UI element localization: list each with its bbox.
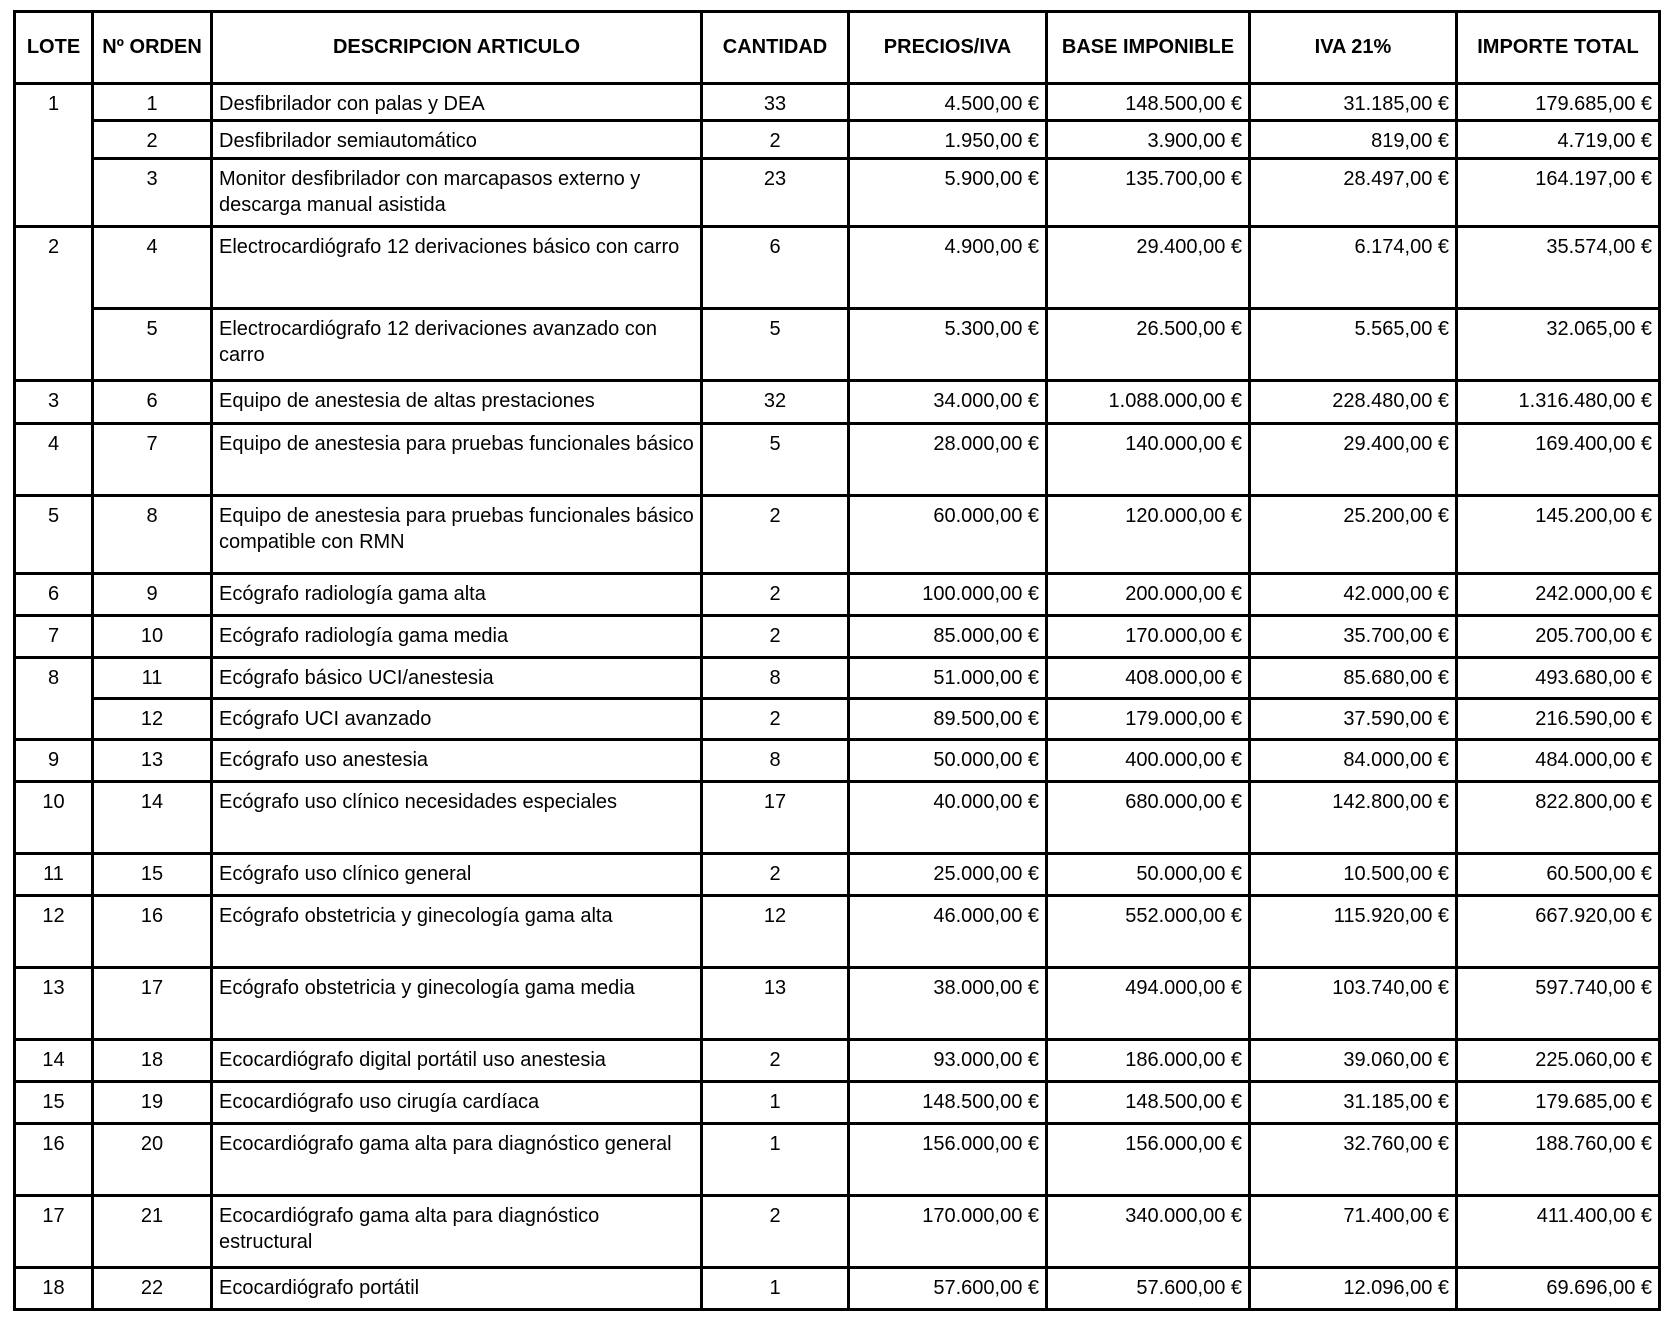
header-row: [15, 12, 1660, 84]
orden-cell: 10: [93, 616, 212, 658]
table-row: [15, 1082, 1660, 1124]
orden-cell: 12: [93, 699, 212, 740]
iva-21-cell: 32.760,00 €: [1250, 1124, 1457, 1196]
base-imponible-cell: 408.000,00 €: [1047, 658, 1250, 699]
lote-cell: 15: [15, 1082, 93, 1124]
base-imponible-cell: 148.500,00 €: [1047, 1082, 1250, 1124]
descripcion-cell: Ecógrafo obstetricia y ginecología gama media: [212, 968, 702, 1040]
cantidad-cell: 2: [702, 1196, 849, 1268]
orden-cell: 3: [93, 159, 212, 227]
equipment-lots-table: [13, 10, 1661, 1311]
base-imponible-cell: 135.700,00 €: [1047, 159, 1250, 227]
iva-21-cell: 35.700,00 €: [1250, 616, 1457, 658]
cantidad-cell: 17: [702, 782, 849, 854]
orden-cell: 1: [93, 84, 212, 121]
iva-21-cell: 115.920,00 €: [1250, 896, 1457, 968]
precio-iva-cell: 38.000,00 €: [849, 968, 1047, 1040]
lote-cell: 16: [15, 1124, 93, 1196]
orden-cell: 17: [93, 968, 212, 1040]
table-row: [15, 968, 1660, 1040]
col-header-orden: Nº ORDEN: [93, 12, 212, 84]
precio-iva-cell: 5.300,00 €: [849, 309, 1047, 381]
importe-total-cell: 242.000,00 €: [1457, 574, 1660, 616]
orden-cell: 11: [93, 658, 212, 699]
iva-21-cell: 25.200,00 €: [1250, 496, 1457, 574]
base-imponible-cell: 148.500,00 €: [1047, 84, 1250, 121]
cantidad-cell: 1: [702, 1082, 849, 1124]
base-imponible-cell: 29.400,00 €: [1047, 227, 1250, 309]
cantidad-cell: 13: [702, 968, 849, 1040]
table-row: [15, 1124, 1660, 1196]
precio-iva-cell: 4.500,00 €: [849, 84, 1047, 121]
base-imponible-cell: 179.000,00 €: [1047, 699, 1250, 740]
descripcion-cell: Equipo de anestesia de altas prestaciones: [212, 381, 702, 424]
importe-total-cell: 32.065,00 €: [1457, 309, 1660, 381]
lote-cell: 11: [15, 854, 93, 896]
iva-21-cell: 85.680,00 €: [1250, 658, 1457, 699]
col-header-cantidad: CANTIDAD: [702, 12, 849, 84]
descripcion-cell: Electrocardiógrafo 12 derivaciones básico con carro: [212, 227, 702, 309]
descripcion-cell: Desfibrilador semiautomático: [212, 121, 702, 159]
lote-cell: 5: [15, 496, 93, 574]
table-row: [15, 740, 1660, 782]
orden-cell: 13: [93, 740, 212, 782]
iva-21-cell: 12.096,00 €: [1250, 1268, 1457, 1310]
base-imponible-cell: 170.000,00 €: [1047, 616, 1250, 658]
descripcion-cell: Equipo de anestesia para pruebas funcionales básico compatible con RMN: [212, 496, 702, 574]
descripcion-cell: Ecógrafo obstetricia y ginecología gama alta: [212, 896, 702, 968]
cantidad-cell: 12: [702, 896, 849, 968]
orden-cell: 5: [93, 309, 212, 381]
importe-total-cell: 145.200,00 €: [1457, 496, 1660, 574]
orden-cell: 2: [93, 121, 212, 159]
base-imponible-cell: 186.000,00 €: [1047, 1040, 1250, 1082]
table-row: [15, 574, 1660, 616]
cantidad-cell: 33: [702, 84, 849, 121]
base-imponible-cell: 140.000,00 €: [1047, 424, 1250, 496]
importe-total-cell: 225.060,00 €: [1457, 1040, 1660, 1082]
orden-cell: 7: [93, 424, 212, 496]
importe-total-cell: 179.685,00 €: [1457, 1082, 1660, 1124]
iva-21-cell: 29.400,00 €: [1250, 424, 1457, 496]
descripcion-cell: Ecocardiógrafo portátil: [212, 1268, 702, 1310]
orden-cell: 21: [93, 1196, 212, 1268]
iva-21-cell: 103.740,00 €: [1250, 968, 1457, 1040]
base-imponible-cell: 156.000,00 €: [1047, 1124, 1250, 1196]
lote-cell: 2: [15, 227, 93, 381]
iva-21-cell: 6.174,00 €: [1250, 227, 1457, 309]
iva-21-cell: 142.800,00 €: [1250, 782, 1457, 854]
cantidad-cell: 6: [702, 227, 849, 309]
descripcion-cell: Ecógrafo UCI avanzado: [212, 699, 702, 740]
cantidad-cell: 32: [702, 381, 849, 424]
importe-total-cell: 4.719,00 €: [1457, 121, 1660, 159]
precio-iva-cell: 4.900,00 €: [849, 227, 1047, 309]
lote-cell: 1: [15, 84, 93, 227]
cantidad-cell: 1: [702, 1268, 849, 1310]
lote-cell: 4: [15, 424, 93, 496]
base-imponible-cell: 3.900,00 €: [1047, 121, 1250, 159]
lote-cell: 10: [15, 782, 93, 854]
cantidad-cell: 23: [702, 159, 849, 227]
orden-cell: 8: [93, 496, 212, 574]
precio-iva-cell: 28.000,00 €: [849, 424, 1047, 496]
lote-cell: 7: [15, 616, 93, 658]
lote-cell: 14: [15, 1040, 93, 1082]
precio-iva-cell: 60.000,00 €: [849, 496, 1047, 574]
importe-total-cell: 597.740,00 €: [1457, 968, 1660, 1040]
iva-21-cell: 39.060,00 €: [1250, 1040, 1457, 1082]
importe-total-cell: 188.760,00 €: [1457, 1124, 1660, 1196]
lote-cell: 17: [15, 1196, 93, 1268]
precio-iva-cell: 1.950,00 €: [849, 121, 1047, 159]
descripcion-cell: Equipo de anestesia para pruebas funcionales básico: [212, 424, 702, 496]
iva-21-cell: 5.565,00 €: [1250, 309, 1457, 381]
precio-iva-cell: 34.000,00 €: [849, 381, 1047, 424]
precio-iva-cell: 100.000,00 €: [849, 574, 1047, 616]
precio-iva-cell: 148.500,00 €: [849, 1082, 1047, 1124]
descripcion-cell: Ecógrafo uso anestesia: [212, 740, 702, 782]
cantidad-cell: 5: [702, 309, 849, 381]
lote-cell: 6: [15, 574, 93, 616]
table-row: [15, 121, 1660, 159]
table-row: [15, 1268, 1660, 1310]
cantidad-cell: 1: [702, 1124, 849, 1196]
importe-total-cell: 411.400,00 €: [1457, 1196, 1660, 1268]
base-imponible-cell: 494.000,00 €: [1047, 968, 1250, 1040]
lote-cell: 8: [15, 658, 93, 740]
importe-total-cell: 164.197,00 €: [1457, 159, 1660, 227]
table-row: [15, 424, 1660, 496]
iva-21-cell: 228.480,00 €: [1250, 381, 1457, 424]
iva-21-cell: 31.185,00 €: [1250, 84, 1457, 121]
table-row: [15, 699, 1660, 740]
precio-iva-cell: 50.000,00 €: [849, 740, 1047, 782]
orden-cell: 15: [93, 854, 212, 896]
precio-iva-cell: 5.900,00 €: [849, 159, 1047, 227]
iva-21-cell: 28.497,00 €: [1250, 159, 1457, 227]
col-header-descripcion: DESCRIPCION ARTICULO: [212, 12, 702, 84]
base-imponible-cell: 57.600,00 €: [1047, 1268, 1250, 1310]
lote-cell: 3: [15, 381, 93, 424]
importe-total-cell: 667.920,00 €: [1457, 896, 1660, 968]
base-imponible-cell: 1.088.000,00 €: [1047, 381, 1250, 424]
precio-iva-cell: 89.500,00 €: [849, 699, 1047, 740]
cantidad-cell: 5: [702, 424, 849, 496]
descripcion-cell: Ecógrafo uso clínico necesidades especiales: [212, 782, 702, 854]
col-header-importe-total: IMPORTE TOTAL: [1457, 12, 1660, 84]
descripcion-cell: Ecocardiógrafo digital portátil uso anestesia: [212, 1040, 702, 1082]
descripcion-cell: Ecocardiógrafo uso cirugía cardíaca: [212, 1082, 702, 1124]
orden-cell: 14: [93, 782, 212, 854]
table-row: [15, 896, 1660, 968]
descripcion-cell: Ecocardiógrafo gama alta para diagnóstico estructural: [212, 1196, 702, 1268]
table-row: [15, 616, 1660, 658]
base-imponible-cell: 50.000,00 €: [1047, 854, 1250, 896]
descripcion-cell: Desfibrilador con palas y DEA: [212, 84, 702, 121]
iva-21-cell: 42.000,00 €: [1250, 574, 1457, 616]
lote-cell: 13: [15, 968, 93, 1040]
col-header-lote: LOTE: [15, 12, 93, 84]
descripcion-cell: Ecógrafo radiología gama media: [212, 616, 702, 658]
orden-cell: 18: [93, 1040, 212, 1082]
lote-cell: 9: [15, 740, 93, 782]
descripcion-cell: Electrocardiógrafo 12 derivaciones avanzado con carro: [212, 309, 702, 381]
precio-iva-cell: 93.000,00 €: [849, 1040, 1047, 1082]
importe-total-cell: 493.680,00 €: [1457, 658, 1660, 699]
iva-21-cell: 31.185,00 €: [1250, 1082, 1457, 1124]
col-header-precios-iva: PRECIOS/IVA: [849, 12, 1047, 84]
descripcion-cell: Ecocardiógrafo gama alta para diagnóstico general: [212, 1124, 702, 1196]
descripcion-cell: Ecógrafo radiología gama alta: [212, 574, 702, 616]
orden-cell: 20: [93, 1124, 212, 1196]
cantidad-cell: 2: [702, 574, 849, 616]
descripcion-cell: Ecógrafo básico UCI/anestesia: [212, 658, 702, 699]
precio-iva-cell: 40.000,00 €: [849, 782, 1047, 854]
cantidad-cell: 2: [702, 121, 849, 159]
importe-total-cell: 69.696,00 €: [1457, 1268, 1660, 1310]
table-row: [15, 381, 1660, 424]
lote-cell: 12: [15, 896, 93, 968]
importe-total-cell: 205.700,00 €: [1457, 616, 1660, 658]
base-imponible-cell: 26.500,00 €: [1047, 309, 1250, 381]
table-body: [15, 84, 1660, 1310]
importe-total-cell: 60.500,00 €: [1457, 854, 1660, 896]
precio-iva-cell: 170.000,00 €: [849, 1196, 1047, 1268]
orden-cell: 9: [93, 574, 212, 616]
precio-iva-cell: 46.000,00 €: [849, 896, 1047, 968]
table-row: [15, 309, 1660, 381]
iva-21-cell: 10.500,00 €: [1250, 854, 1457, 896]
col-header-iva-21: IVA 21%: [1250, 12, 1457, 84]
descripcion-cell: Monitor desfibrilador con marcapasos externo y descarga manual asistida: [212, 159, 702, 227]
iva-21-cell: 71.400,00 €: [1250, 1196, 1457, 1268]
orden-cell: 6: [93, 381, 212, 424]
table-row: [15, 1040, 1660, 1082]
cantidad-cell: 2: [702, 854, 849, 896]
importe-total-cell: 216.590,00 €: [1457, 699, 1660, 740]
base-imponible-cell: 680.000,00 €: [1047, 782, 1250, 854]
importe-total-cell: 169.400,00 €: [1457, 424, 1660, 496]
cantidad-cell: 2: [702, 496, 849, 574]
precio-iva-cell: 25.000,00 €: [849, 854, 1047, 896]
table-row: [15, 496, 1660, 574]
cantidad-cell: 8: [702, 658, 849, 699]
iva-21-cell: 37.590,00 €: [1250, 699, 1457, 740]
importe-total-cell: 484.000,00 €: [1457, 740, 1660, 782]
cantidad-cell: 2: [702, 616, 849, 658]
table-row: [15, 227, 1660, 309]
base-imponible-cell: 340.000,00 €: [1047, 1196, 1250, 1268]
table-row: [15, 1196, 1660, 1268]
table-row: [15, 854, 1660, 896]
precio-iva-cell: 51.000,00 €: [849, 658, 1047, 699]
importe-total-cell: 179.685,00 €: [1457, 84, 1660, 121]
base-imponible-cell: 120.000,00 €: [1047, 496, 1250, 574]
importe-total-cell: 822.800,00 €: [1457, 782, 1660, 854]
orden-cell: 19: [93, 1082, 212, 1124]
cantidad-cell: 2: [702, 1040, 849, 1082]
orden-cell: 16: [93, 896, 212, 968]
base-imponible-cell: 400.000,00 €: [1047, 740, 1250, 782]
descripcion-cell: Ecógrafo uso clínico general: [212, 854, 702, 896]
cantidad-cell: 2: [702, 699, 849, 740]
importe-total-cell: 1.316.480,00 €: [1457, 381, 1660, 424]
table-row: [15, 658, 1660, 699]
lote-cell: 18: [15, 1268, 93, 1310]
importe-total-cell: 35.574,00 €: [1457, 227, 1660, 309]
table-row: [15, 782, 1660, 854]
orden-cell: 22: [93, 1268, 212, 1310]
table-row: [15, 84, 1660, 121]
iva-21-cell: 84.000,00 €: [1250, 740, 1457, 782]
iva-21-cell: 819,00 €: [1250, 121, 1457, 159]
col-header-base-imponible: BASE IMPONIBLE: [1047, 12, 1250, 84]
precio-iva-cell: 85.000,00 €: [849, 616, 1047, 658]
orden-cell: 4: [93, 227, 212, 309]
cantidad-cell: 8: [702, 740, 849, 782]
precio-iva-cell: 156.000,00 €: [849, 1124, 1047, 1196]
precio-iva-cell: 57.600,00 €: [849, 1268, 1047, 1310]
base-imponible-cell: 200.000,00 €: [1047, 574, 1250, 616]
table-row: [15, 159, 1660, 227]
base-imponible-cell: 552.000,00 €: [1047, 896, 1250, 968]
